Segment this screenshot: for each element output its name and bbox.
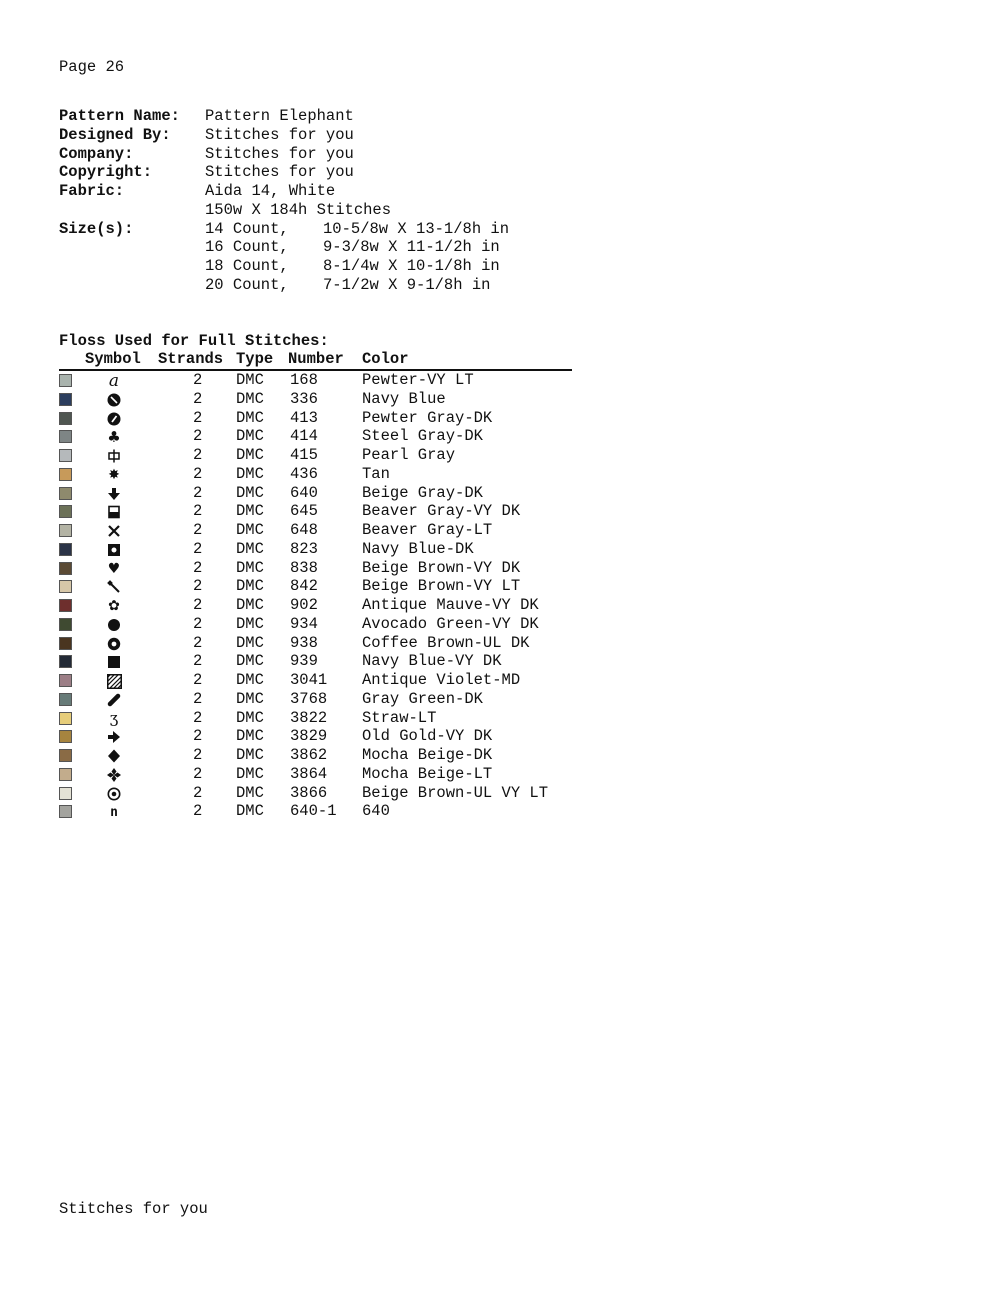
number-cell: 168 xyxy=(290,371,318,389)
strands-cell: 2 xyxy=(193,577,203,596)
strands-cell: 2 xyxy=(193,521,203,539)
strands-cell: 2 xyxy=(193,689,203,708)
club-icon: ♣ xyxy=(107,427,121,446)
size-dimensions: 10-5/8w X 13-1/8h in xyxy=(323,220,510,238)
strands-cell: 2 xyxy=(193,764,203,783)
floss-row xyxy=(59,709,572,728)
color-swatch xyxy=(59,693,72,706)
strands-cell: 2 xyxy=(193,652,203,671)
strands-cell: 2 xyxy=(193,671,203,689)
type-cell: DMC xyxy=(236,389,264,408)
floss-row xyxy=(59,502,572,521)
color-swatch xyxy=(59,580,72,593)
type-cell: DMC xyxy=(236,727,264,746)
type-cell: DMC xyxy=(236,633,264,652)
strands-cell: 2 xyxy=(193,427,203,446)
ring-dot-icon xyxy=(106,636,122,652)
floss-row xyxy=(59,577,572,596)
number-cell: 842 xyxy=(290,577,318,596)
floss-row xyxy=(59,802,572,821)
color-swatch xyxy=(59,805,72,818)
floss-row xyxy=(59,371,572,390)
type-cell: DMC xyxy=(236,596,264,614)
strands-cell: 2 xyxy=(193,408,203,427)
number-cell: 939 xyxy=(290,652,318,671)
strands-cell: 2 xyxy=(193,558,203,577)
box-cross-icon xyxy=(106,448,122,464)
color-swatch xyxy=(59,393,72,406)
type-cell: DMC xyxy=(236,408,264,427)
number-cell: 414 xyxy=(290,427,318,446)
color-name-cell: Beige Brown-UL VY LT xyxy=(362,783,549,802)
type-cell: DMC xyxy=(236,689,264,708)
color-swatch xyxy=(59,374,72,387)
number-cell: 3768 xyxy=(290,689,328,708)
header-symbol: Symbol xyxy=(85,350,141,368)
color-name-cell: Pewter-VY LT xyxy=(362,371,474,389)
circle-slash-icon xyxy=(106,392,122,408)
color-name-cell: Pearl Gray xyxy=(362,446,456,464)
number-cell: 3822 xyxy=(290,708,328,727)
floss-row xyxy=(59,446,572,465)
color-name-cell: Beaver Gray-VY DK xyxy=(362,502,521,521)
starburst-icon: ✸ xyxy=(108,466,120,483)
header-color: Color xyxy=(362,350,409,368)
floss-row xyxy=(59,409,572,428)
number-cell: 645 xyxy=(290,502,318,521)
arrow-right-icon xyxy=(106,729,122,745)
header-type: Type xyxy=(236,350,274,368)
number-cell: 902 xyxy=(290,596,318,614)
strands-cell: 2 xyxy=(193,464,203,483)
strands-cell: 2 xyxy=(193,802,203,821)
type-cell: DMC xyxy=(236,502,264,521)
strands-cell: 2 xyxy=(193,746,203,764)
color-name-cell: Mocha Beige-LT xyxy=(362,764,493,783)
color-swatch xyxy=(59,468,72,481)
company-value: Stitches for you xyxy=(205,145,354,163)
type-cell: DMC xyxy=(236,371,264,389)
color-name-cell: Navy Blue xyxy=(362,389,446,408)
color-name-cell: Beige Gray-DK xyxy=(362,483,483,502)
strands-cell: 2 xyxy=(193,483,203,502)
floss-row xyxy=(59,615,572,634)
number-cell: 934 xyxy=(290,614,318,633)
letter-n-icon: n xyxy=(110,804,118,820)
color-name-cell: Tan xyxy=(362,464,390,483)
color-swatch xyxy=(59,655,72,668)
color-swatch xyxy=(59,412,72,425)
color-swatch xyxy=(59,749,72,762)
header-number: Number xyxy=(288,350,344,368)
size-count: 18 Count, xyxy=(205,257,289,275)
wand-icon xyxy=(106,579,122,595)
number-cell: 3864 xyxy=(290,764,328,783)
strands-cell: 2 xyxy=(193,727,203,746)
color-swatch xyxy=(59,487,72,500)
type-cell: DMC xyxy=(236,708,264,727)
color-swatch xyxy=(59,768,72,781)
floss-row xyxy=(59,652,572,671)
floss-row xyxy=(59,727,572,746)
number-cell: 336 xyxy=(290,389,318,408)
fabric-label: Fabric: xyxy=(59,182,125,200)
strands-cell: 2 xyxy=(193,371,203,389)
floss-section-title: Floss Used for Full Stitches: xyxy=(59,332,329,350)
script-a-icon: a xyxy=(108,370,120,391)
type-cell: DMC xyxy=(236,521,264,539)
target-icon xyxy=(106,786,122,802)
size-count: 14 Count, xyxy=(205,220,289,238)
heart-icon: ♥ xyxy=(107,560,121,577)
flower-icon: ✿ xyxy=(108,598,120,614)
number-cell: 3829 xyxy=(290,727,328,746)
four-diamonds-icon xyxy=(106,767,122,783)
floss-row xyxy=(59,521,572,540)
size-count: 20 Count, xyxy=(205,276,289,294)
color-name-cell: 640 xyxy=(362,802,390,821)
floss-row xyxy=(59,784,572,803)
number-cell: 640 xyxy=(290,483,318,502)
size-dimensions: 8-1/4w X 10-1/8h in xyxy=(323,257,500,275)
type-cell: DMC xyxy=(236,614,264,633)
number-cell: 3862 xyxy=(290,746,328,764)
color-swatch xyxy=(59,674,72,687)
number-cell: 640-1 xyxy=(290,802,337,821)
color-swatch xyxy=(59,618,72,631)
color-name-cell: Antique Violet-MD xyxy=(362,671,521,689)
number-cell: 3041 xyxy=(290,671,328,689)
strands-cell: 2 xyxy=(193,783,203,802)
color-name-cell: Navy Blue-VY DK xyxy=(362,652,502,671)
fabric-value: Aida 14, White xyxy=(205,182,336,200)
number-cell: 3866 xyxy=(290,783,328,802)
box-dot-icon xyxy=(106,542,122,558)
color-name-cell: Straw-LT xyxy=(362,708,437,727)
page-number: Page 26 xyxy=(59,58,125,76)
copyright-value: Stitches for you xyxy=(205,163,354,181)
hatched-square-icon xyxy=(106,673,122,689)
color-swatch xyxy=(59,599,72,612)
color-name-cell: Beaver Gray-LT xyxy=(362,521,493,539)
type-cell: DMC xyxy=(236,558,264,577)
strands-cell: 2 xyxy=(193,633,203,652)
color-name-cell: Avocado Green-VY DK xyxy=(362,614,539,633)
size-dimensions: 9-3/8w X 11-1/2h in xyxy=(323,238,500,256)
color-swatch xyxy=(59,562,72,575)
designed-by-label: Designed By: xyxy=(59,126,171,144)
type-cell: DMC xyxy=(236,802,264,821)
floss-row xyxy=(59,427,572,446)
type-cell: DMC xyxy=(236,671,264,689)
floss-row xyxy=(59,765,572,784)
color-name-cell: Coffee Brown-UL DK xyxy=(362,633,530,652)
color-name-cell: Mocha Beige-DK xyxy=(362,746,493,764)
type-cell: DMC xyxy=(236,483,264,502)
number-cell: 436 xyxy=(290,464,318,483)
color-swatch xyxy=(59,787,72,800)
floss-row xyxy=(59,634,572,653)
color-name-cell: Old Gold-VY DK xyxy=(362,727,493,746)
capsule-icon xyxy=(106,692,122,708)
floss-row xyxy=(59,465,572,484)
number-cell: 938 xyxy=(290,633,318,652)
number-cell: 413 xyxy=(290,408,318,427)
designed-by-value: Stitches for you xyxy=(205,126,354,144)
floss-row xyxy=(59,746,572,765)
pattern-name-label: Pattern Name: xyxy=(59,107,180,125)
size-dimensions: 7-1/2w X 9-1/8h in xyxy=(323,276,491,294)
sizes-label: Size(s): xyxy=(59,220,134,238)
strands-cell: 2 xyxy=(193,596,203,614)
color-swatch xyxy=(59,505,72,518)
type-cell: DMC xyxy=(236,464,264,483)
color-swatch xyxy=(59,430,72,443)
color-swatch xyxy=(59,543,72,556)
strands-cell: 2 xyxy=(193,389,203,408)
number-cell: 648 xyxy=(290,521,318,539)
color-swatch xyxy=(59,637,72,650)
floss-row xyxy=(59,390,572,409)
number-cell: 838 xyxy=(290,558,318,577)
strands-cell: 2 xyxy=(193,539,203,558)
x-mark-icon xyxy=(106,523,122,539)
footer-credit: Stitches for you xyxy=(59,1200,208,1218)
type-cell: DMC xyxy=(236,427,264,446)
strands-cell: 2 xyxy=(193,708,203,727)
color-swatch xyxy=(59,730,72,743)
size-count: 16 Count, xyxy=(205,238,289,256)
color-swatch xyxy=(59,449,72,462)
type-cell: DMC xyxy=(236,539,264,558)
color-swatch xyxy=(59,712,72,725)
copyright-label: Copyright: xyxy=(59,163,153,181)
type-cell: DMC xyxy=(236,783,264,802)
type-cell: DMC xyxy=(236,746,264,764)
type-cell: DMC xyxy=(236,652,264,671)
strands-cell: 2 xyxy=(193,446,203,464)
stitch-count-value: 150w X 184h Stitches xyxy=(205,201,392,219)
circle-check-icon xyxy=(106,411,122,427)
color-name-cell: Beige Brown-VY DK xyxy=(362,558,521,577)
filled-circle-icon xyxy=(106,617,122,633)
type-cell: DMC xyxy=(236,446,264,464)
arrow-down-icon xyxy=(106,486,122,502)
number-cell: 823 xyxy=(290,539,318,558)
header-strands: Strands xyxy=(158,350,224,368)
script-3-icon: ʒ xyxy=(109,709,119,727)
color-name-cell: Beige Brown-VY LT xyxy=(362,577,521,596)
diamond-icon xyxy=(106,748,122,764)
color-name-cell: Steel Gray-DK xyxy=(362,427,483,446)
half-box-icon xyxy=(106,504,122,520)
color-name-cell: Gray Green-DK xyxy=(362,689,483,708)
color-name-cell: Antique Mauve-VY DK xyxy=(362,596,539,614)
floss-row xyxy=(59,690,572,709)
number-cell: 415 xyxy=(290,446,318,464)
color-swatch xyxy=(59,524,72,537)
strands-cell: 2 xyxy=(193,502,203,521)
type-cell: DMC xyxy=(236,764,264,783)
floss-row xyxy=(59,596,572,615)
pattern-name-value: Pattern Elephant xyxy=(205,107,354,125)
company-label: Company: xyxy=(59,145,134,163)
floss-row xyxy=(59,559,572,578)
floss-row xyxy=(59,671,572,690)
color-name-cell: Navy Blue-DK xyxy=(362,539,474,558)
floss-row xyxy=(59,540,572,559)
floss-row xyxy=(59,484,572,503)
filled-square-icon xyxy=(106,654,122,670)
color-name-cell: Pewter Gray-DK xyxy=(362,408,493,427)
type-cell: DMC xyxy=(236,577,264,596)
strands-cell: 2 xyxy=(193,614,203,633)
